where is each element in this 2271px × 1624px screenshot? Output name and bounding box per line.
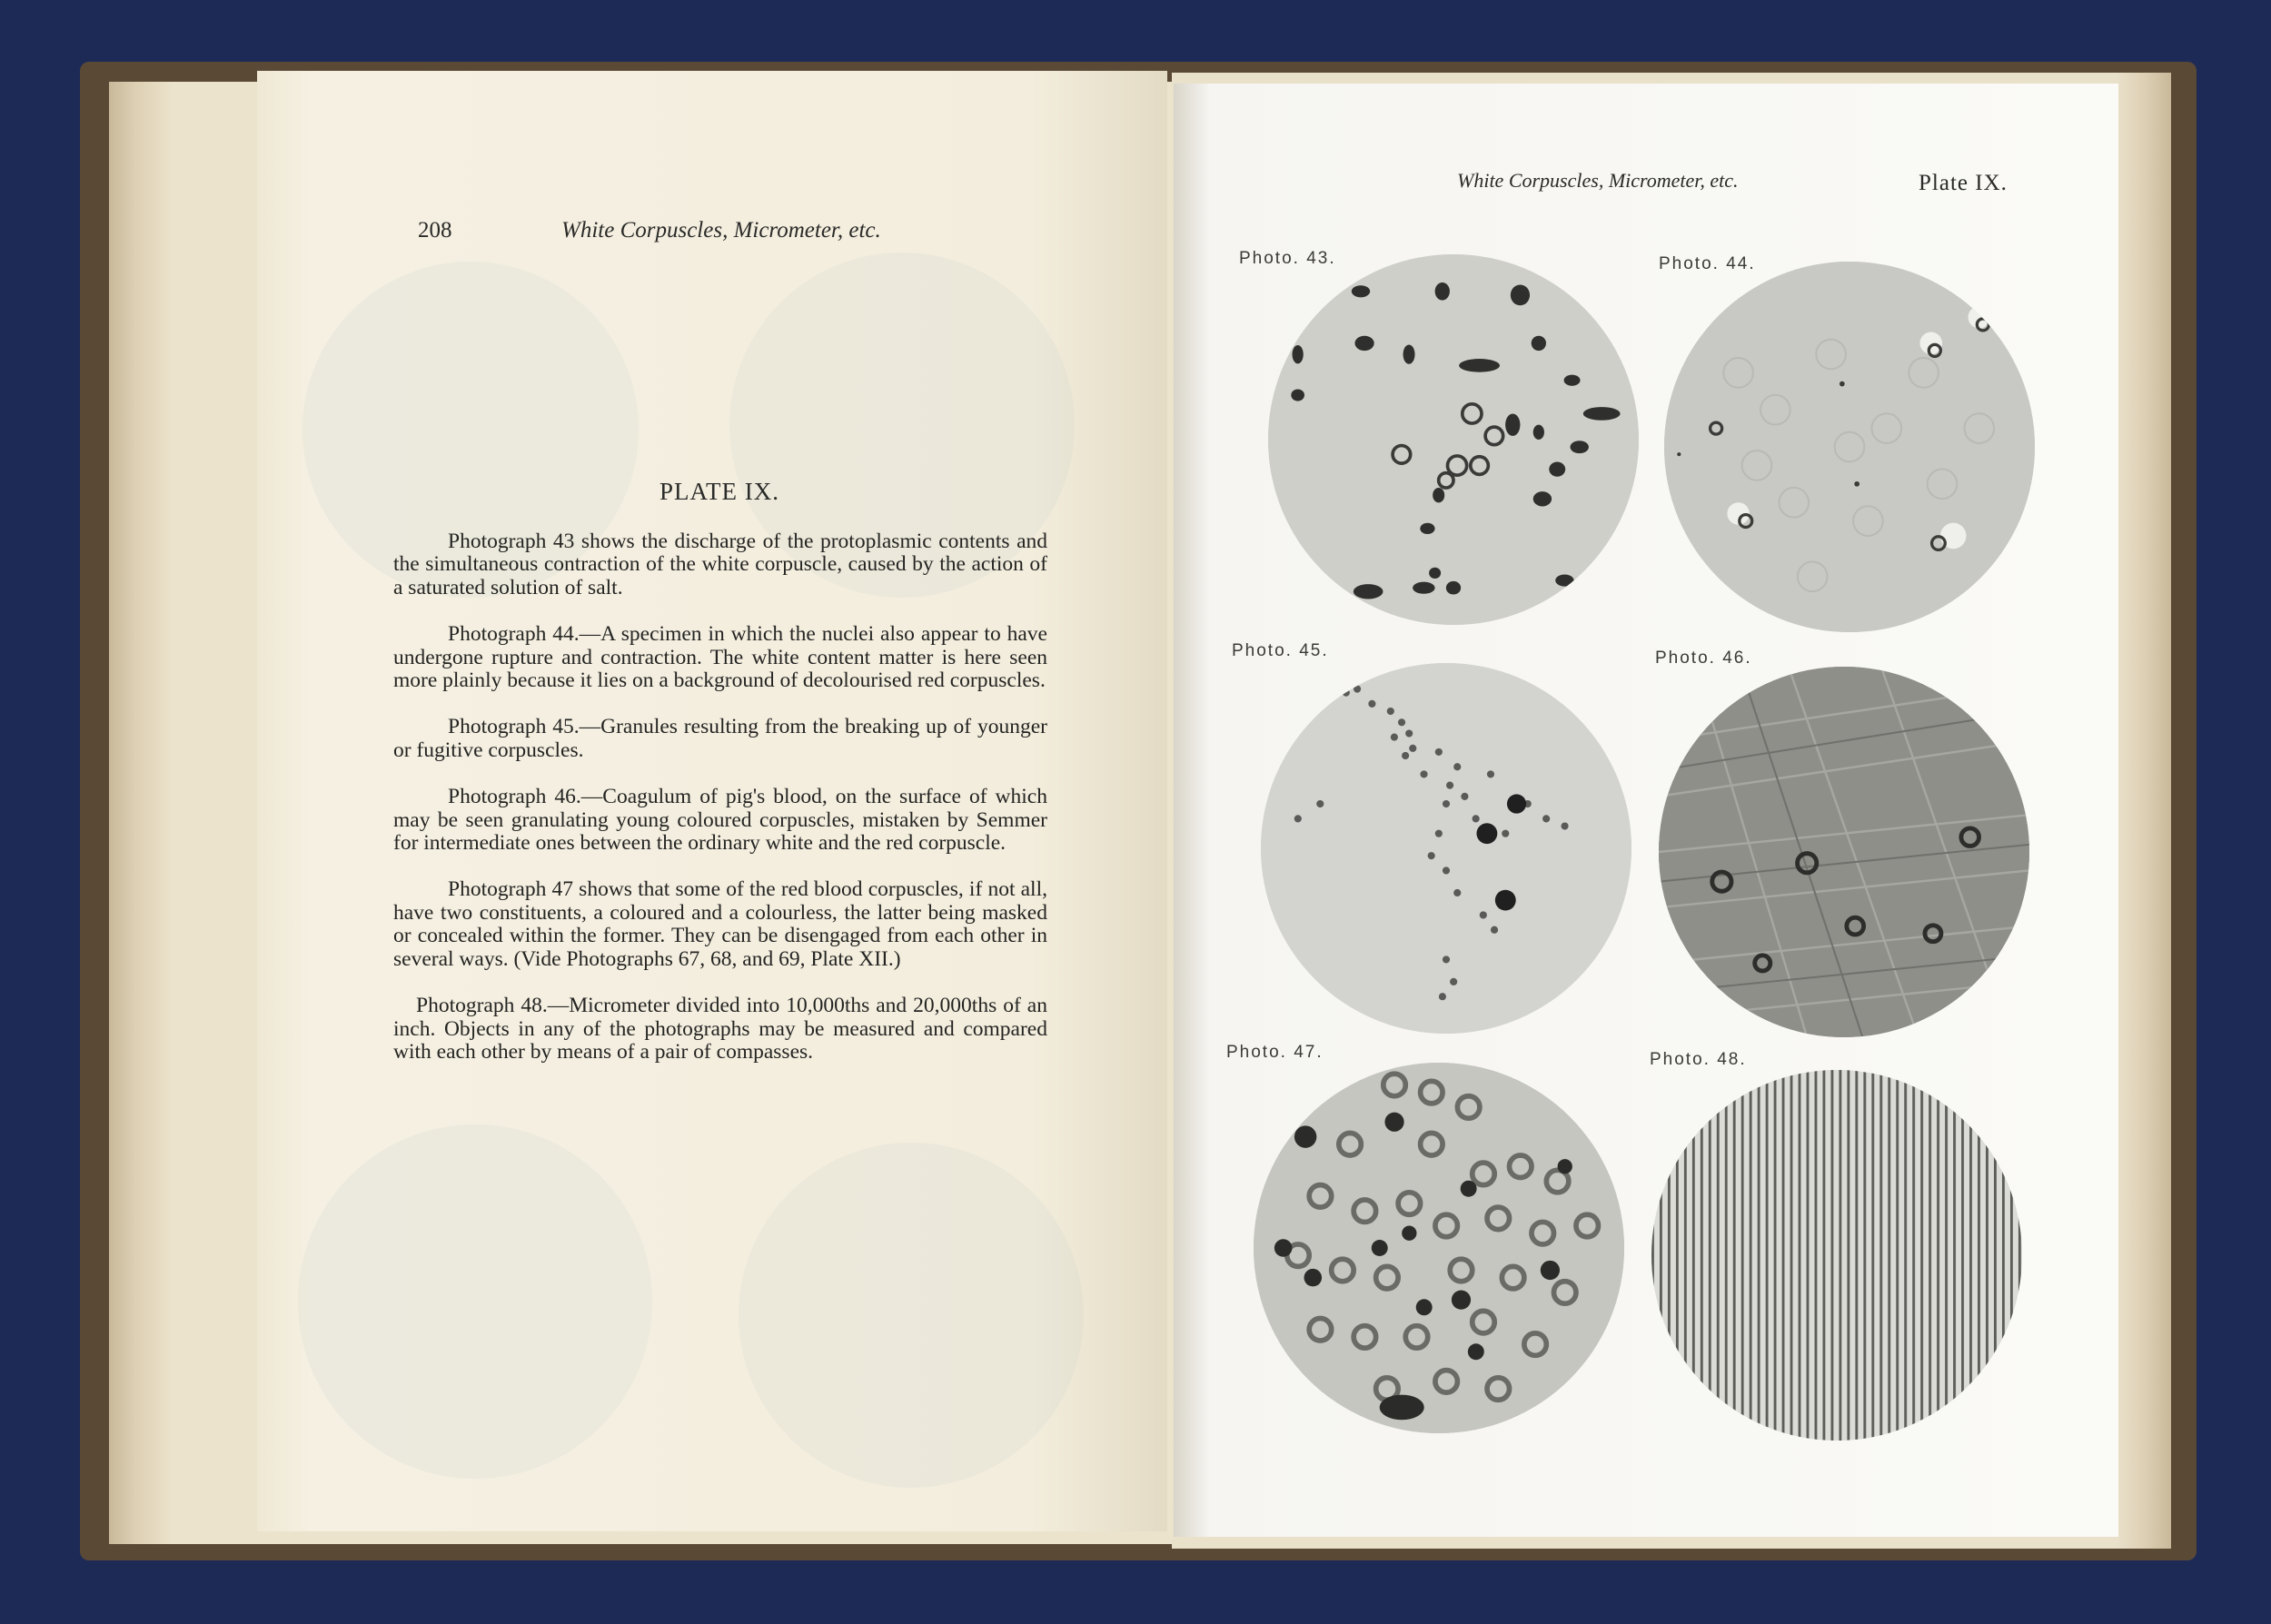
plate-label: Plate IX. — [1919, 171, 2008, 195]
photo-45-label: Photo. 45. — [1232, 641, 1329, 660]
page-number: 208 — [418, 218, 452, 243]
photo-46-label: Photo. 46. — [1655, 649, 1752, 668]
left-running-title — [561, 218, 881, 243]
photo-48-image — [1651, 1070, 2022, 1441]
paragraph-photo-43: Photograph 43 shows the discharge of the protoplasmic contents and the simultaneous contraction of the white corpuscle, caused by the action of a saturated solution of salt. — [393, 530, 1047, 599]
micrometer-lines-micrograph — [1651, 1070, 2022, 1441]
photo-47-image — [1254, 1063, 1624, 1433]
photo-46-image — [1659, 667, 2029, 1037]
paragraph-photo-47: Photograph 47 shows that some of the red blood corpuscles, if not all, have two constituents, a coloured and a colourless, the latter being masked or concealed within the former. They can be disengaged from each other in several ways. (Vide Photographs 67, 68, and 69, Plate XII.) — [393, 877, 1047, 971]
paragraph-photo-48: Photograph 48.—Micrometer divided into 10,000ths and 20,000ths of an inch. Objects in any of the photographs may be measured and compared with each other by means of a pair of compasses. — [393, 994, 1047, 1064]
photo-43-image — [1268, 254, 1639, 625]
coagulum-pigs-blood-micrograph — [1659, 667, 2029, 1037]
ruptured-nuclei-micrograph — [1664, 262, 2035, 632]
plate-description — [393, 530, 1047, 1087]
white-corpuscles-salt-micrograph — [1268, 254, 1639, 625]
photo-45-image — [1261, 663, 1631, 1034]
photo-47-label: Photo. 47. — [1226, 1043, 1324, 1062]
red-blood-corpuscles-micrograph — [1254, 1063, 1624, 1433]
photo-44-label: Photo. 44. — [1659, 254, 1756, 273]
photo-48-label: Photo. 48. — [1650, 1050, 1747, 1069]
paragraph-photo-46: Photograph 46.—Coagulum of pig's blood, on the surface of which may be seen granulating young coloured corpuscles, mistaken by Semmer for intermediate ones between the ordinary white and the red corpuscle. — [393, 785, 1047, 856]
left-running-head — [418, 218, 452, 243]
photo-44-image — [1664, 262, 2035, 632]
running-title: White Corpuscles, Micrometer, etc. — [561, 218, 881, 243]
plate-heading: PLATE IX. — [659, 478, 779, 505]
granules-micrograph — [1261, 663, 1631, 1034]
show-through-circle — [298, 1124, 652, 1479]
right-running-title: White Corpuscles, Micrometer, etc. — [1457, 169, 1739, 192]
photo-43-label: Photo. 43. — [1239, 249, 1336, 268]
paragraph-photo-44: Photograph 44.—A specimen in which the nuclei also appear to have undergone rupture and contraction. The white content matter is here seen more plainly because it lies on a background of decolourised red corpuscles. — [393, 622, 1047, 693]
paragraph-photo-45: Photograph 45.—Granules resulting from the breaking up of younger or fugitive corpuscles. — [393, 715, 1047, 762]
show-through-circle — [739, 1143, 1084, 1488]
